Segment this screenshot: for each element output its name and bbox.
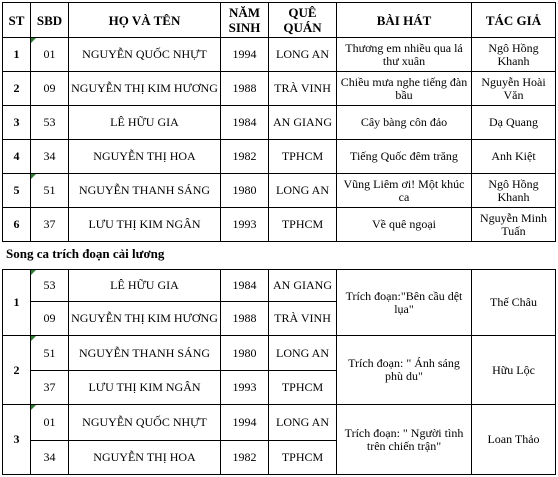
st-cell: 6	[3, 208, 31, 242]
header-sbd: SBD	[31, 3, 69, 38]
author-cell: Dạ Quang	[472, 106, 556, 140]
year-cell: 1984	[221, 270, 269, 302]
duet-st-cell: 3	[3, 405, 31, 475]
sbd-cell: 01	[31, 38, 69, 72]
header-name: HỌ VÀ TÊN	[69, 3, 221, 38]
hometown-cell: TPHCM	[269, 208, 337, 242]
hometown-cell: TRÀ VINH	[269, 72, 337, 106]
sbd-cell: 51	[31, 336, 69, 371]
year-cell: 1982	[221, 140, 269, 174]
year-cell: 1984	[221, 106, 269, 140]
header-st: ST	[3, 3, 31, 38]
author-cell: Nguyễn Minh Tuấn	[472, 208, 556, 242]
sbd-cell: 34	[31, 441, 69, 475]
st-cell: 4	[3, 140, 31, 174]
name-cell: NGUYỄN THỊ HOA	[69, 441, 221, 475]
sbd-cell: 37	[31, 208, 69, 242]
table-row	[3, 208, 556, 242]
name-cell: LƯU THỊ KIM NGÂN	[69, 371, 221, 405]
name-cell: NGUYỄN THỊ HOA	[69, 140, 221, 174]
sbd-cell: 53	[31, 270, 69, 302]
table-row	[3, 140, 556, 174]
name-cell: LƯU THỊ KIM NGÂN	[69, 208, 221, 242]
duet-author-cell: Hữu Lộc	[472, 336, 556, 405]
hometown-cell: TPHCM	[269, 140, 337, 174]
year-cell: 1988	[221, 72, 269, 106]
name-cell: NGUYỄN THANH SÁNG	[69, 336, 221, 371]
duet-st-cell: 2	[3, 336, 31, 405]
st-cell: 5	[3, 174, 31, 208]
duet-author-cell: Loan Thảo	[472, 405, 556, 475]
hometown-cell: TPHCM	[269, 371, 337, 405]
year-cell: 1982	[221, 441, 269, 475]
sbd-cell: 09	[31, 302, 69, 336]
section-title: Song ca trích đoạn cải lương	[6, 246, 165, 261]
header-row	[3, 3, 556, 38]
song-cell: Về quê ngoại	[337, 208, 472, 242]
duet-row	[3, 405, 556, 441]
name-cell: NGUYỄN THỊ KIM HƯƠNG	[69, 72, 221, 106]
duet-song-cell: Trích đoạn: " Người tình trên chiến trận"	[337, 405, 472, 475]
duet-st-cell: 1	[3, 270, 31, 336]
duet-song-cell: Trích đoạn: " Ánh sáng phù du"	[337, 336, 472, 405]
song-cell: Vũng Liêm ơi! Một khúc ca	[337, 174, 472, 208]
duet-song-cell: Trích đoạn:"Bên cầu dệt lụa"	[337, 270, 472, 336]
hometown-cell: LONG AN	[269, 174, 337, 208]
table-row	[3, 38, 556, 72]
song-cell: Chiều mưa nghe tiếng đàn bầu	[337, 72, 472, 106]
hometown-cell: TRÀ VINH	[269, 302, 337, 336]
duet-row	[3, 336, 556, 371]
sbd-cell: 01	[31, 405, 69, 441]
sbd-cell: 34	[31, 140, 69, 174]
year-cell: 1980	[221, 174, 269, 208]
year-cell: 1993	[221, 371, 269, 405]
header-year: NĂM SINH	[221, 3, 269, 38]
author-cell: Anh Kiệt	[472, 140, 556, 174]
duet-author-cell: Thế Châu	[472, 270, 556, 336]
hometown-cell: LONG AN	[269, 405, 337, 441]
year-cell: 1980	[221, 336, 269, 371]
name-cell: NGUYỄN QUỐC NHỰT	[69, 405, 221, 441]
st-cell: 2	[3, 72, 31, 106]
year-cell: 1994	[221, 38, 269, 72]
name-cell: LÊ HỮU GIA	[69, 106, 221, 140]
name-cell: NGUYỄN THỊ KIM HƯƠNG	[69, 302, 221, 336]
duet-table	[2, 269, 556, 475]
st-cell: 1	[3, 38, 31, 72]
song-cell: Cây bàng côn đảo	[337, 106, 472, 140]
name-cell: NGUYỄN THANH SÁNG	[69, 174, 221, 208]
header-author: TÁC GIẢ	[472, 3, 556, 38]
hometown-cell: LONG AN	[269, 336, 337, 371]
author-cell: Nguyễn Hoài Văn	[472, 72, 556, 106]
hometown-cell: AN GIANG	[269, 270, 337, 302]
hometown-cell: TPHCM	[269, 441, 337, 475]
year-cell: 1994	[221, 405, 269, 441]
sbd-cell: 53	[31, 106, 69, 140]
st-cell: 3	[3, 106, 31, 140]
song-cell: Thương em nhiều qua lá thư xuân	[337, 38, 472, 72]
header-song: BÀI HÁT	[337, 3, 472, 38]
hometown-cell: AN GIANG	[269, 106, 337, 140]
sbd-cell: 09	[31, 72, 69, 106]
table-row	[3, 106, 556, 140]
author-cell: Ngô Hồng Khanh	[472, 174, 556, 208]
name-cell: NGUYỄN QUỐC NHỰT	[69, 38, 221, 72]
sbd-cell: 51	[31, 174, 69, 208]
hometown-cell: LONG AN	[269, 38, 337, 72]
year-cell: 1988	[221, 302, 269, 336]
name-cell: LÊ HỮU GIA	[69, 270, 221, 302]
year-cell: 1993	[221, 208, 269, 242]
solo-table	[2, 2, 556, 242]
sbd-cell: 37	[31, 371, 69, 405]
table-row	[3, 72, 556, 106]
duet-row	[3, 270, 556, 302]
author-cell: Ngô Hồng Khanh	[472, 38, 556, 72]
table-row	[3, 174, 556, 208]
song-cell: Tiếng Quốc đêm trăng	[337, 140, 472, 174]
header-hometown: QUÊ QUÁN	[269, 3, 337, 38]
